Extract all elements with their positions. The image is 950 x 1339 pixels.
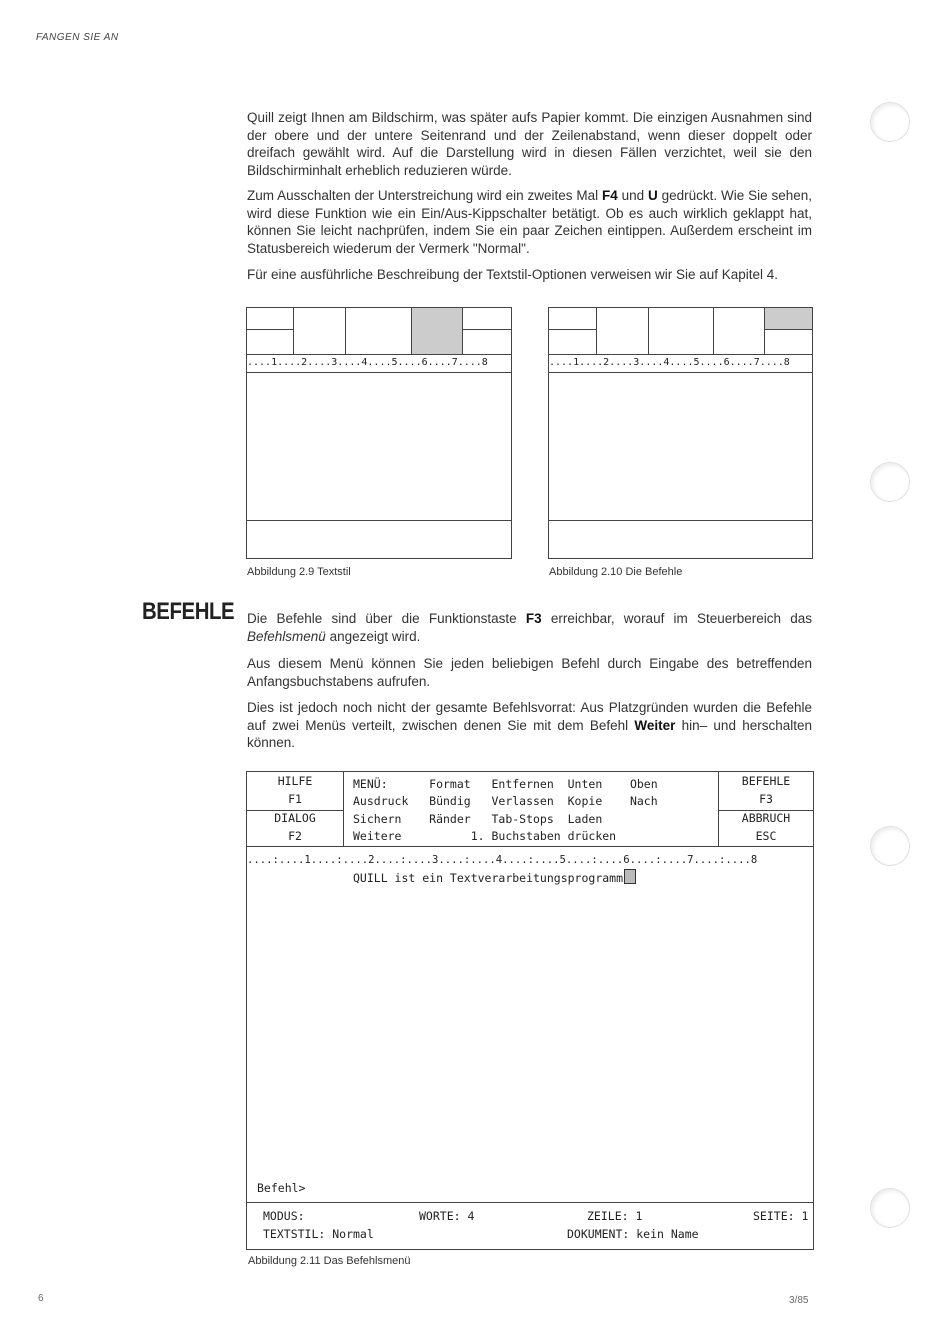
figure-caption-2-10: Abbildung 2.10 Die Befehle [549,566,683,578]
page-number: 6 [38,1293,44,1304]
highlighted-field [765,308,812,329]
punch-hole [870,1188,910,1228]
figure-textstil-screen [246,307,512,559]
status-area [247,520,511,558]
figure-caption-2-11: Abbildung 2.11 Das Befehlsmenü [248,1255,411,1267]
command-prompt: Befehl> [257,1181,306,1195]
section-heading: BEFEHLE [142,598,235,625]
status-area [549,520,812,558]
punch-hole [870,102,910,142]
status-textstil: TEXTSTIL: Normal [263,1227,374,1241]
status-worte: WORTE: 4 [419,1209,475,1223]
key-label-befehle: BEFEHLE [741,774,791,788]
ruler: ....:....1....:....2....:....3....:....4....:....5....:....6....:....7....:....8 [247,854,758,866]
punch-hole [870,826,910,866]
status-modus: MODUS: [263,1209,305,1223]
key-label-hilfe: HILFE [277,774,313,788]
status-dokument: DOKUMENT: kein Name [567,1227,699,1241]
intro-paragraph-2: Zum Ausschalten der Unterstreichung wird ein zweites Mal F4 und U gedrückt. Wie Sie sehen, wird diese Funktion wie ein Ein/Aus-Kippschalter betätigt. Ob es auch wirklich geklappt hat, können Sie leicht nachprüfen, indem Sie ein paar Zeichen eintippen. Außerdem erscheint im Statusbereich wiederum der Vermerk "Normal". [247,188,813,256]
menu-line-1: MENÜ: Format Entfernen Unten Oben [353,777,658,791]
control-area [549,308,812,355]
control-area [247,308,511,355]
key-label-f2: F2 [288,829,302,843]
menu-line-4: Weitere 1. Buchstaben drücken [353,829,617,843]
key-label-dialog: DIALOG [274,811,316,825]
key-label-abbruch: ABBRUCH [741,811,791,825]
highlighted-field [412,308,462,354]
ruler: ....1....2....3....4....5....6....7....8 [247,354,511,373]
befehlsmenu-screen [246,771,814,1250]
menu-line-3: Sichern Ränder Tab-Stops Laden [353,812,603,826]
figure-caption-2-9: Abbildung 2.9 Textstil [247,566,351,578]
key-label-f3: F3 [759,792,773,806]
cursor [624,869,636,884]
key-label-f1: F1 [288,792,302,806]
menu-line-2: Ausdruck Bündig Verlassen Kopie Nach [353,794,658,808]
command-key-panel [718,772,813,846]
figure-befehle-screen [548,307,813,559]
punch-hole [870,462,910,502]
edition-date: 3/85 [789,1295,809,1306]
status-seite: SEITE: 1 [753,1209,809,1223]
help-key-panel [247,772,344,846]
intro-paragraph-3: Für eine ausführliche Beschreibung der Textstil-Optionen verweisen wir Sie auf Kapitel 4. [247,267,779,282]
key-label-esc: ESC [755,829,777,843]
running-header: FANGEN SIE AN [36,32,119,43]
section-paragraph-1: Die Befehle sind über die Funktionstaste F3 erreichbar, worauf im Steuerbereich das Befehlsmenü angezeigt wird. [247,611,812,644]
section-paragraph-2: Aus diesem Menü können Sie jeden beliebigen Befehl durch Eingabe des betreffenden Anfangsbuchstabens aufrufen. [247,656,812,689]
status-zeile: ZEILE: 1 [587,1209,643,1223]
ruler: ....1....2....3....4....5....6....7....8 [549,354,812,373]
intro-paragraph-1: Quill zeigt Ihnen am Bildschirm, was später aufs Papier kommt. Die einzigen Ausnahmen sind der obere und der untere Seitenrand und der Zeilenabstand, wenn dieser doppelt oder dreifach gewählt wird. Auf die Darstellung wird in diesen Fällen verzichtet, weil sie den Bildschirminhalt erheblich reduzieren würde. [247,110,812,178]
section-paragraph-3: Dies ist jedoch noch nicht der gesamte Befehlsvorrat: Aus Platzgründen wurden die Befehle auf zwei Menüs verteilt, zwischen denen Sie mit dem Befehl Weiter hin– und herschalten können. [247,700,812,750]
document-text: QUILL ist ein Textverarbeitungsprogramm [353,869,636,886]
